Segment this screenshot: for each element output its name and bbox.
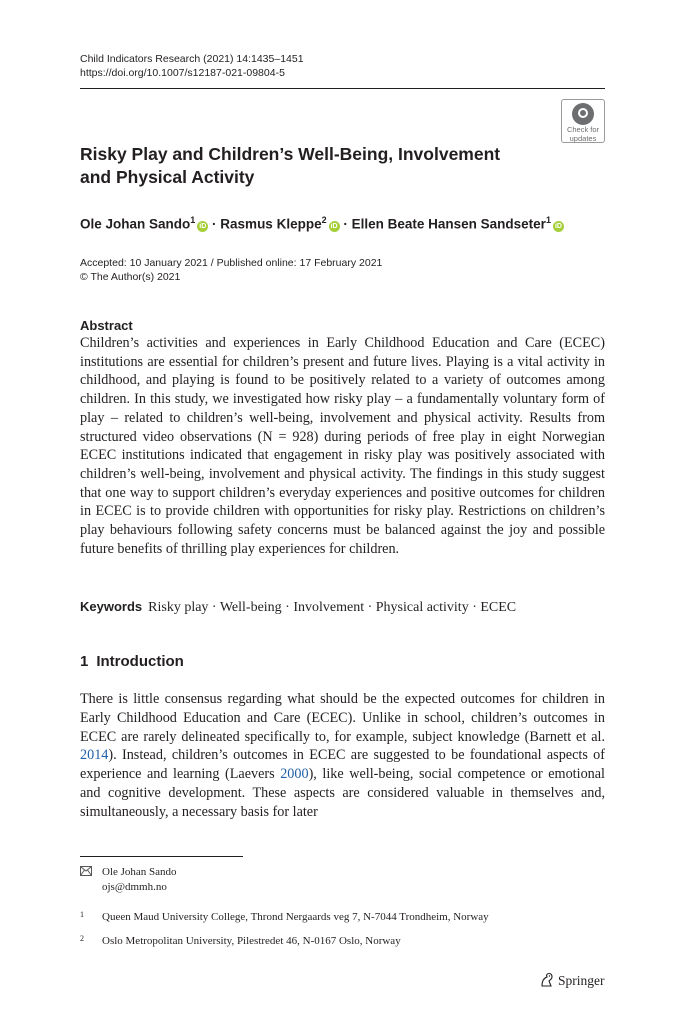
keywords-label: Keywords [80,599,143,614]
citation-link[interactable]: 2000 [280,766,309,783]
publisher-name: Springer [558,973,605,988]
title-line-2: and Physical Activity [80,167,255,187]
orcid-icon[interactable]: iD [330,222,338,230]
keywords [80,598,516,617]
intro-text-3: ), like well-being, social competence or emotional and cognitive development. These aspects are considered valuable in themselves and, simultaneously, a necessary basis for later [80,766,605,820]
corresponding-author [102,865,177,895]
introduction-paragraph [80,690,605,822]
footnote-rule [80,856,243,857]
intro-text-1: There is little consensus regarding what should be the expected outcomes for children in Early Childhood Education and Care (ECEC). Unlike in school, children’s outcomes in ECEC are rarely delineated specifically to, for example, subject knowledge (Barnett et al. [80,691,605,745]
article-title [80,143,550,189]
check-updates-line1: Check for [566,125,600,134]
affiliation-sup: 2 [80,934,84,943]
corresponding-author-name: Ole Johan Sando [102,866,177,878]
keywords-list: Risky play · Well-being · Involvement · Physical activity · ECEC [148,600,517,615]
publication-dates [80,256,382,284]
section-number: 1 [80,653,89,670]
author-affiliation-sup: 1 [190,215,196,225]
publisher-logo [539,972,605,992]
corresponding-author-email[interactable]: ojs@dmmh.no [102,881,167,893]
section-heading-introduction [80,653,184,670]
affiliation-sup: 1 [80,910,84,919]
check-updates-icon [572,103,594,125]
intro-text-2: ). Instead, children’s outcomes in ECEC are suggested to be foundational aspects of experience and learning (Laevers [80,747,605,783]
author-name[interactable]: Ole Johan Sando [80,216,191,232]
journal-citation: Child Indicators Research (2021) 14:1435–1451 [80,53,304,65]
abstract-text: Children’s activities and experiences in Early Childhood Education and Care (ECEC) institutions are essential for children’s present and future lives. Playing is a vital activity in childhood, and playing is found to be positively related to a variety of outcomes among children. In this study, we investigated how risky play – a fundamentally voluntary form of play – related to children’s well-being, involvement and physical activity. Results from structured video observations (N = 928) during periods of free play in eight Norwegian ECEC institutions indicated that engagement in risky play was positively associated with children’s well-being, involvement and physical activity. The findings in this study suggest that one way to support children’s everyday experiences and positive outcomes for children in ECEC is to provide children with opportunities for risky play. Restrictions on children’s play behaviours following safety concerns must be balanced against the joy and possible future benefits of thrilling play experiences for children. [80,335,605,557]
copyright-notice: © The Author(s) 2021 [80,271,181,283]
orcid-icon[interactable]: iD [554,222,562,230]
doi-link[interactable]: https://doi.org/10.1007/s12187-021-09804-5 [80,67,285,79]
author-affiliation-sup: 1 [545,215,551,225]
check-for-updates-badge[interactable] [561,99,605,143]
journal-header [80,52,304,80]
envelope-icon [80,866,92,879]
author-name[interactable]: Ellen Beate Hansen Sandseter [351,216,546,232]
abstract-heading: Abstract [80,318,133,333]
header-rule [80,88,605,89]
orcid-icon[interactable]: iD [199,222,207,230]
author-affiliation-sup: 2 [321,215,327,225]
citation-link[interactable]: 2014 [80,747,109,764]
section-title: Introduction [96,653,184,670]
title-line-1: Risky Play and Children’s Well‑Being, Involvement [80,144,501,164]
check-updates-line2: updates [569,134,597,143]
affiliation-text: Oslo Metropolitan University, Pilestredet 46, N-0167 Oslo, Norway [102,935,401,947]
accepted-published-dates: Accepted: 10 January 2021 / Published online: 17 February 2021 [80,257,383,269]
affiliation-text: Queen Maud University College, Thrond Nergaards veg 7, N-7044 Trondheim, Norway [102,911,489,923]
author-list: Ole Johan Sando$^1$iD · Rasmus Kleppe$^2$iD · Ellen Beate Hansen Sandseter$^1$iD [80,215,562,232]
author-name[interactable]: Rasmus Kleppe [220,216,322,232]
springer-horse-icon [539,972,555,992]
